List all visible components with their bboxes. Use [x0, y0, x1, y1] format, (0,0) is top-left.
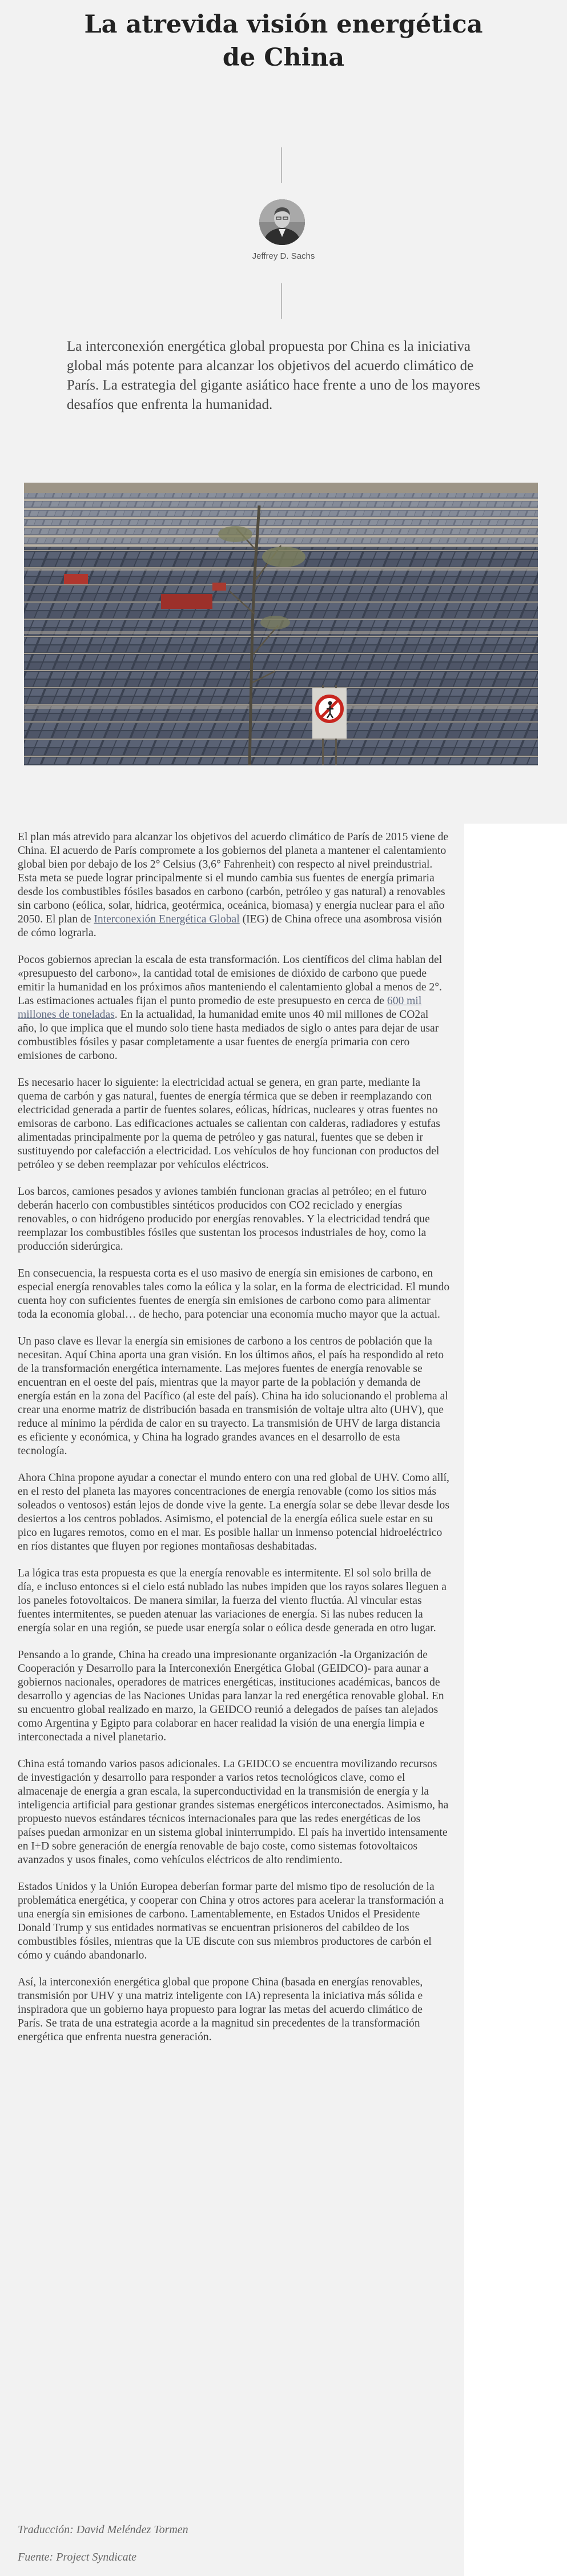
article-paragraph: Ahora China propone ayudar a conectar el mundo entero con una red global de UHV. Como allí, en el resto del planeta las mayores concentraciones de energía renovable (como los sitios más soleados o ventosos) están lejos de donde vive la gente. La energía solar se debe llevar desde los desiertos a los centros poblados. Asimismo, el potencial de la energía eólica suele estar en su pico en lugares remotos, como en el mar. Es posible hallar un inmenso potencial hidroeléctrico en ríos distantes que fluyen por regiones montañosas deshabitadas.: [18, 1472, 449, 1552]
source-credit: Fuente: Project Syndicate: [18, 2551, 137, 2563]
article-paragraph: Pocos gobiernos aprecian la escala de esta transformación. Los científicos del clima hablan del «presupuesto del carbono», la cantidad total de emisiones de dióxido de carbono que puede emitir la humanidad en los próximos años manteniendo el calentamiento global a menos de 2°. Las estimaciones actuales fijan el punto promedio de este presupuesto en cerca de 600 mil millones de toneladas. En la actualidad, la humanidad emite unos 40 mil millones de CO2al año, lo que implica que el mundo solo tiene hasta mediados de siglo o antes para dejar de usar combustibles fósiles y pasar completamente a usar fuentes de energía primaria con cero emisiones de carbono.: [18, 954, 443, 1062]
divider-line-top: [281, 147, 282, 183]
article-paragraph: Pensando a lo grande, China ha creado una impresionante organización -la Organización de Cooperación y Desarrollo para la Interconexión Energética Global (GEIDCO)- para aunar a gobiernos nacionales, operadores de matrices energéticas, instituciones académicas, bancos de desarrollo y agencias de las Naciones Unidas para lanzar la red energética renovable global. En su encuentro global realizado en marzo, la GEIDCO reunió a delegados de países tan alejados como Argentina y Egipto para colaborar en hacer realidad la visión de una energía limpia e interconectada a nivel planetario.: [18, 1649, 444, 1743]
article-paragraph: Un paso clave es llevar la energía sin emisiones de carbono a los centros de población que la necesitan. Aquí China aporta una gran visión. En los últimos años, el país ha respondido al reto de la transformación energética internamente. Las mejores fuentes de energía renovable se encuentran en el oeste del país, mientras que la mayor parte de la población y demanda de energía están en la zona del Pacífico (al este del país). China ha ido solucionando el problema al crear una enorme matriz de distribución basada en transmisión de voltaje ultra alto (UHV), que reduce al mínimo la pérdida de calor en su trayecto. La transmisión de UHV de larga distancia es eficiente y económica, y China ha logrado grandes avances en el desarrollo de esta tecnología.: [18, 1335, 448, 1457]
article-paragraph: Es necesario hacer lo siguiente: la electricidad actual se genera, en gran parte, mediante la quema de carbón y gas natural, fuentes de energía térmica que se deben ir reemplazando con electricidad generada a partir de fuentes solares, eólicas, hídricas, nucleares y otras fuentes no emisoras de carbono. Las edificaciones actuales se calientan con calderas, radiadores y estufas alimentadas principalmente por la quema de petróleo y gas natural, fuentes que se deben ir sustituyendo por calefacción a electricidad. Los vehículos de hoy funcionan con productos del petróleo y se deben reemplazar por vehículos eléctricos.: [18, 1077, 440, 1171]
article-body: [18, 830, 450, 2057]
hero-image: [24, 483, 538, 765]
article-paragraph: El plan más atrevido para alcanzar los objetivos del acuerdo climático de París de 2015 viene de China. El acuerdo de París compromete a los gobiernos del planeta a mantener el calentamiento global bien por debajo de los 2° Celsius (3,6° Fahrenheit) con respecto al nivel preindustrial. Esta meta se puede lograr principalmente si el mundo cambia sus fuentes de energía primaria desde los combustibles fósiles basados en carbono (carbón, petróleo y gas natural) a renovables sin carbono (eólica, solar, hídrica, geotérmica, oceánica, biomasa) y energía nuclear para el año 2050. El plan de Interconexión Energética Global (IEG) de China ofrece una asombrosa visión de cómo lograrla.: [18, 831, 449, 939]
article-paragraph: En consecuencia, la respuesta corta es el uso masivo de energía sin emisiones de carbono, en especial energía renovables tales como la eólica y la solar, en la forma de electricidad. El mundo cuenta hoy con suficientes fuentes de energía sin emisiones de carbono como para alimentar toda la economía global… de hecho, para potenciar una economía mucho mayor que la actual.: [18, 1267, 450, 1321]
article-paragraph: Así, la interconexión energética global que propone China (basada en energías renovables, transmisión por UHV y una matriz inteligente con IA) representa la iniciativa más sólida e inspiradora que un gobierno haya propuesto para lograr las metas del acuerdo climático de París. Se trata de una estrategia acorde a la magnitud sin precedentes de la transformación energética que enfrenta nuestra generación.: [18, 1976, 423, 2043]
article-title: La atrevida visión energética de China: [84, 10, 483, 72]
article-lede: La interconexión energética global propuesta por China es la iniciativa global más potente para alcanzar los objetivos del acuerdo climático de París. La estrategia del gigante asiático hace frente a uno de los mayores desafíos que enfrenta la humanidad.: [67, 339, 481, 412]
author-name[interactable]: Jeffrey D. Sachs: [252, 251, 315, 261]
right-sidebar: [464, 824, 567, 2576]
article-paragraph: Estados Unidos y la Unión Europea deberían formar parte del mismo tipo de resolución de la problemática energética, y cooperar con China y otros actores para acelerar la transformación a una energía sin emisiones de carbono. Lamentablemente, en Estados Unidos el Presidente Donald Trump y sus entidades normativas se encuentran prisioneros del cabildeo de los combustibles fósiles, mientras que la UE discute con sus miembros productores de carbón el cómo y cuándo abandonarlo.: [18, 1881, 444, 1961]
divider-line-bottom: [281, 283, 282, 319]
author-portrait-icon: [259, 199, 305, 245]
author-avatar[interactable]: [259, 199, 305, 245]
article-paragraph: Los barcos, camiones pesados y aviones también funcionan gracias al petróleo; en el futuro deberán hacerlo con combustibles sintéticos producidos con CO2 reciclado y energías renovables, o con hidrógeno producido por energías renovables. Y la electricidad tendrá que reemplazar los combustibles fósiles que sustentan los procesos industriales de hoy, como la producción siderúrgica.: [18, 1186, 430, 1253]
translation-credit: Traducción: David Meléndez Tormen: [18, 2523, 188, 2536]
inline-link-ieg[interactable]: Interconexión Energética Global: [94, 913, 240, 925]
article-paragraph: La lógica tras esta propuesta es que la energía renovable es intermitente. El sol solo brilla de día, e incluso entonces si el cielo está nublado las nubes impiden que los rayos solares lleguen a los paneles fotovoltaicos. De manera similar, la fuerza del viento fluctúa. Al vincular estas fuentes intermitentes, se pueden atenuar las variaciones de energía. Si las nubes reducen la energía solar en una región, se puede usar energía solar o eólica desde generada en otro lugar.: [18, 1567, 447, 1634]
article-paragraph: China está tomando varios pasos adicionales. La GEIDCO se encuentra movilizando recursos de investigación y desarrollo para responder a varios retos tecnológicos clave, como el almacenaje de energía a gran escala, la superconductividad en la transmisión de energía y la inteligencia artificial para gestionar grandes sistemas energéticos interconectados. Asimismo, ha propuesto nuevos estándares técnicos internacionales para que las redes energéticas de los países puedan armonizar en un sistema global ininterrumpido. El país ha invertido intensamente en I+D sobre generación de energía renovable de bajo coste, como sistemas fotovoltaicos avanzados y usos finales, como vehículos eléctricos de alto rendimiento.: [18, 1758, 449, 1866]
inline-link-carbon-budget[interactable]: 600 mil millones de toneladas: [18, 995, 422, 1021]
solar-farm-photo-icon: [24, 483, 538, 765]
